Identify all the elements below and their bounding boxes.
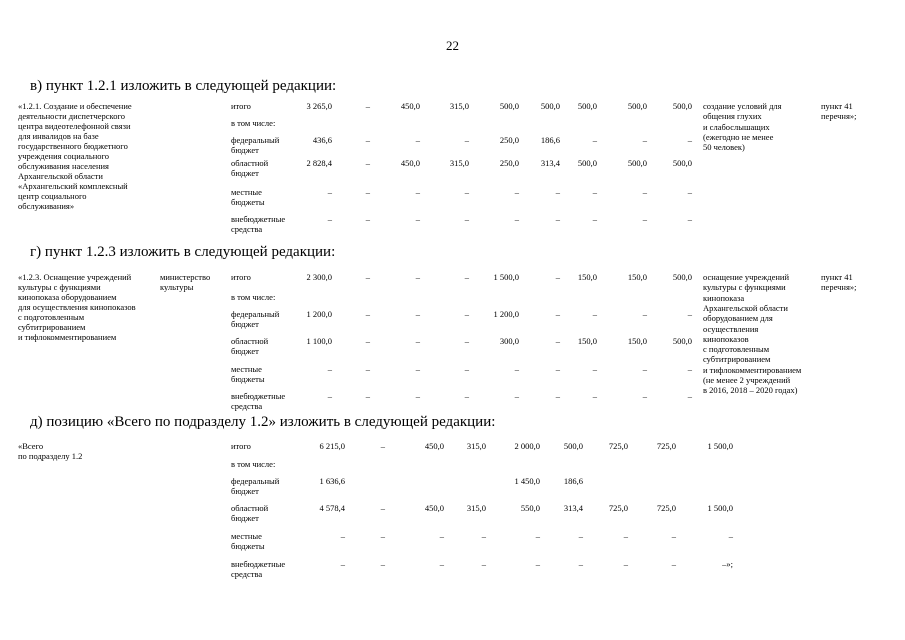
funding-source-label: бюджет (231, 486, 259, 496)
expected-result-line: осуществления (703, 323, 759, 334)
funding-value: 1 500,0 (707, 441, 733, 451)
funding-source-label: местные (231, 187, 262, 197)
funding-source-label: итого (231, 101, 251, 111)
funding-value: 3 265,0 (306, 101, 332, 111)
funding-value: – (380, 559, 385, 569)
executor-line: министерство (160, 272, 211, 282)
funding-value: – (365, 336, 370, 346)
measure-name-line: по подразделу 1.2 (18, 451, 83, 461)
funding-value: – (340, 559, 345, 569)
funding-source-label: федеральный (231, 135, 280, 145)
funding-value: 1 500,0 (493, 272, 519, 282)
funding-value: 725,0 (656, 441, 676, 451)
funding-source-label: областной (231, 336, 269, 346)
reference-line: пункт 41 (821, 272, 853, 282)
funding-value: 315,0 (449, 101, 469, 111)
funding-source-label: бюджет (231, 168, 259, 178)
section-heading: в) пункт 1.2.1 изложить в следующей редакции: (30, 78, 337, 94)
measure-name-line: Архангельской области (18, 171, 103, 181)
measure-name-line: культуры с функциями (18, 282, 101, 292)
funding-value: – (514, 187, 519, 197)
funding-value: 250,0 (499, 158, 519, 168)
funding-value: 150,0 (627, 336, 647, 346)
funding-value: 725,0 (608, 503, 628, 513)
funding-value: 1 200,0 (493, 309, 519, 319)
measure-name-line: «1.2.3. Оснащение учреждений (18, 272, 132, 282)
funding-value: – (642, 309, 647, 319)
funding-value: – (464, 309, 469, 319)
funding-value: – (728, 531, 733, 541)
funding-value: 500,0 (672, 272, 692, 282)
measure-name-line: деятельности диспетчерского (18, 111, 126, 121)
funding-value: – (365, 364, 370, 374)
funding-value: 1 500,0 (707, 503, 733, 513)
funding-value: – (535, 559, 540, 569)
funding-value: 450,0 (400, 101, 420, 111)
funding-source-label: бюджет (231, 145, 259, 155)
funding-value: – (365, 158, 370, 168)
funding-value: – (327, 187, 332, 197)
expected-result-line: (не менее 2 учреждений (703, 375, 791, 385)
funding-value: – (687, 135, 692, 145)
measure-name-line: обслуживания» (18, 201, 75, 211)
funding-source-label: бюджет (231, 346, 259, 356)
funding-value: – (365, 272, 370, 282)
funding-value: 436,6 (312, 135, 332, 145)
funding-value: – (671, 559, 676, 569)
funding-source-label: местные (231, 531, 262, 541)
funding-value: 500,0 (563, 441, 583, 451)
funding-value: – (365, 214, 370, 224)
expected-result-line: оснащение учреждений (703, 272, 790, 282)
funding-value: 500,0 (499, 101, 519, 111)
funding-value: 186,6 (540, 135, 560, 145)
funding-source-label: бюджеты (231, 541, 265, 551)
funding-value: 2 300,0 (306, 272, 332, 282)
funding-source-label: средства (231, 224, 263, 234)
measure-name-line: обслуживания населения (18, 161, 109, 171)
measure-name-line: государственного бюджетного (18, 141, 128, 151)
funding-value: – (464, 214, 469, 224)
funding-value: – (687, 364, 692, 374)
funding-value: – (415, 187, 420, 197)
funding-value: – (578, 559, 583, 569)
expected-result-line: с подготовленным (703, 344, 770, 355)
funding-value: – (642, 187, 647, 197)
funding-value: 550,0 (520, 503, 540, 513)
expected-result-line: оборудованием для (703, 313, 773, 324)
funding-value: 4 578,4 (319, 503, 345, 513)
measure-name-line: и тифлокомментированием (18, 332, 117, 342)
funding-value: – (671, 531, 676, 541)
measure-name-line: субтитрированием (18, 322, 86, 332)
funding-value: 725,0 (656, 503, 676, 513)
expected-result-line: кинопоказа (703, 292, 745, 303)
funding-source-label: в том числе: (231, 292, 276, 302)
measure-name-line: центр социального (18, 191, 87, 201)
expected-result-line: создание условий для (703, 101, 782, 111)
funding-value: 500,0 (672, 101, 692, 111)
funding-source-label: итого (231, 441, 251, 451)
funding-value: – (327, 391, 332, 401)
funding-value: – (380, 441, 385, 451)
expected-result-line: и тифлокомментированием (703, 364, 802, 375)
funding-source-label: внебюджетные (231, 391, 286, 401)
funding-value: – (481, 559, 486, 569)
funding-value: – (327, 214, 332, 224)
funding-value: – (535, 531, 540, 541)
expected-result-line: культуры с функциями (703, 282, 786, 293)
funding-source-label: областной (231, 503, 269, 513)
funding-value: – (555, 214, 560, 224)
funding-value: – (642, 364, 647, 374)
funding-source-label: внебюджетные (231, 559, 286, 569)
reference-line: пункт 41 (821, 101, 853, 111)
funding-value: 450,0 (424, 441, 444, 451)
funding-value: 500,0 (577, 158, 597, 168)
funding-value: – (687, 187, 692, 197)
funding-value: 6 215,0 (319, 441, 345, 451)
funding-value: – (592, 364, 597, 374)
funding-value: – (642, 391, 647, 401)
funding-value: – (592, 391, 597, 401)
expected-result-line: 50 человек) (703, 142, 745, 153)
page-number: 22 (446, 38, 459, 53)
funding-value: – (514, 364, 519, 374)
section-heading: г) пункт 1.2.3 изложить в следующей редакции: (30, 244, 336, 260)
funding-value: – (464, 364, 469, 374)
reference-line: перечня»; (821, 111, 857, 121)
measure-name-line: «Всего (18, 441, 44, 451)
funding-source-label: средства (231, 569, 263, 579)
funding-value: – (592, 187, 597, 197)
funding-value: – (555, 364, 560, 374)
funding-value: 315,0 (449, 158, 469, 168)
funding-source-label: итого (231, 272, 251, 282)
measure-name-line: «1.2.1. Создание и обеспечение (18, 101, 132, 111)
funding-value: 186,6 (563, 476, 583, 486)
funding-value: – (642, 214, 647, 224)
funding-source-label: бюджет (231, 513, 259, 523)
funding-value: – (415, 364, 420, 374)
funding-value: 300,0 (499, 336, 519, 346)
funding-source-label: в том числе: (231, 459, 276, 469)
funding-value: – (481, 531, 486, 541)
funding-source-label: бюджеты (231, 197, 265, 207)
funding-value: – (555, 272, 560, 282)
funding-value: – (365, 309, 370, 319)
funding-value: – (365, 101, 370, 111)
funding-value: – (415, 336, 420, 346)
expected-result-line: в 2016, 2018 – 2020 годах) (703, 385, 798, 396)
executor-line: культуры (160, 282, 194, 292)
funding-source-label: федеральный (231, 476, 280, 486)
funding-value: – (687, 309, 692, 319)
funding-value: 150,0 (577, 272, 597, 282)
funding-value: 1 100,0 (306, 336, 332, 346)
funding-value: – (380, 503, 385, 513)
funding-value: – (592, 309, 597, 319)
funding-value: – (555, 309, 560, 319)
funding-value: – (555, 391, 560, 401)
section-heading: д) позицию «Всего по подразделу 1.2» изложить в следующей редакции: (30, 414, 496, 430)
funding-value: – (365, 187, 370, 197)
funding-value: 725,0 (608, 441, 628, 451)
funding-value: – (555, 336, 560, 346)
measure-name-line: кинопоказа оборудованием (18, 292, 117, 302)
funding-value: – (687, 214, 692, 224)
funding-value: 150,0 (627, 272, 647, 282)
funding-value: –»; (722, 559, 733, 569)
funding-source-label: бюджет (231, 319, 259, 329)
funding-value: – (327, 364, 332, 374)
funding-value: – (415, 309, 420, 319)
funding-source-label: средства (231, 401, 263, 411)
measure-name-line: «Архангельский комплексный (18, 181, 128, 191)
funding-value: – (623, 531, 628, 541)
expected-result-line: кинопоказов (703, 333, 749, 344)
funding-value: – (464, 272, 469, 282)
funding-value: – (555, 187, 560, 197)
funding-value: – (340, 531, 345, 541)
funding-value: – (592, 135, 597, 145)
funding-source-label: областной (231, 158, 269, 168)
funding-value: – (464, 391, 469, 401)
reference-line: перечня»; (821, 282, 857, 292)
expected-result-line: общения глухих (703, 111, 762, 122)
funding-value: 2 000,0 (514, 441, 540, 451)
funding-value: 500,0 (627, 101, 647, 111)
funding-value: 2 828,4 (306, 158, 332, 168)
funding-value: 313,4 (540, 158, 560, 168)
expected-result-line: Архангельской области (703, 302, 788, 313)
funding-value: – (439, 531, 444, 541)
funding-value: – (415, 214, 420, 224)
funding-value: – (415, 272, 420, 282)
funding-value: 1 636,6 (319, 476, 345, 486)
funding-value: 450,0 (424, 503, 444, 513)
funding-value: – (415, 135, 420, 145)
funding-value: – (687, 391, 692, 401)
funding-value: – (365, 391, 370, 401)
funding-value: – (578, 531, 583, 541)
funding-source-label: внебюджетные (231, 214, 286, 224)
funding-source-label: местные (231, 364, 262, 374)
funding-value: 315,0 (466, 441, 486, 451)
funding-value: – (642, 135, 647, 145)
funding-value: – (415, 391, 420, 401)
funding-value: 500,0 (627, 158, 647, 168)
funding-value: – (380, 531, 385, 541)
funding-value: 500,0 (577, 101, 597, 111)
expected-result-line: (ежегодно не менее (703, 131, 774, 142)
funding-value: – (464, 187, 469, 197)
funding-value: 1 450,0 (514, 476, 540, 486)
funding-value: 1 200,0 (306, 309, 332, 319)
funding-value: – (365, 135, 370, 145)
funding-value: – (514, 391, 519, 401)
funding-value: 313,4 (563, 503, 583, 513)
funding-value: – (439, 559, 444, 569)
funding-value: 450,0 (400, 158, 420, 168)
measure-name-line: учреждения социального (18, 151, 110, 161)
funding-value: – (514, 214, 519, 224)
funding-value: 500,0 (672, 336, 692, 346)
funding-value: 250,0 (499, 135, 519, 145)
funding-value: – (464, 336, 469, 346)
funding-source-label: федеральный (231, 309, 280, 319)
measure-name-line: для инвалидов на базе (18, 131, 99, 141)
funding-value: 150,0 (577, 336, 597, 346)
funding-source-label: в том числе: (231, 118, 276, 128)
measure-name-line: с подготовленным (18, 312, 85, 322)
funding-value: – (592, 214, 597, 224)
measure-name-line: центра видеотелефонной связи (18, 121, 131, 131)
funding-value: 500,0 (672, 158, 692, 168)
funding-value: 315,0 (466, 503, 486, 513)
funding-source-label: бюджеты (231, 374, 265, 384)
funding-value: 500,0 (540, 101, 560, 111)
expected-result-line: и слабослышащих (703, 121, 770, 132)
funding-value: – (464, 135, 469, 145)
funding-value: – (623, 559, 628, 569)
measure-name-line: для осуществления кинопоказов (18, 302, 136, 312)
expected-result-line: субтитрированием (703, 354, 771, 365)
